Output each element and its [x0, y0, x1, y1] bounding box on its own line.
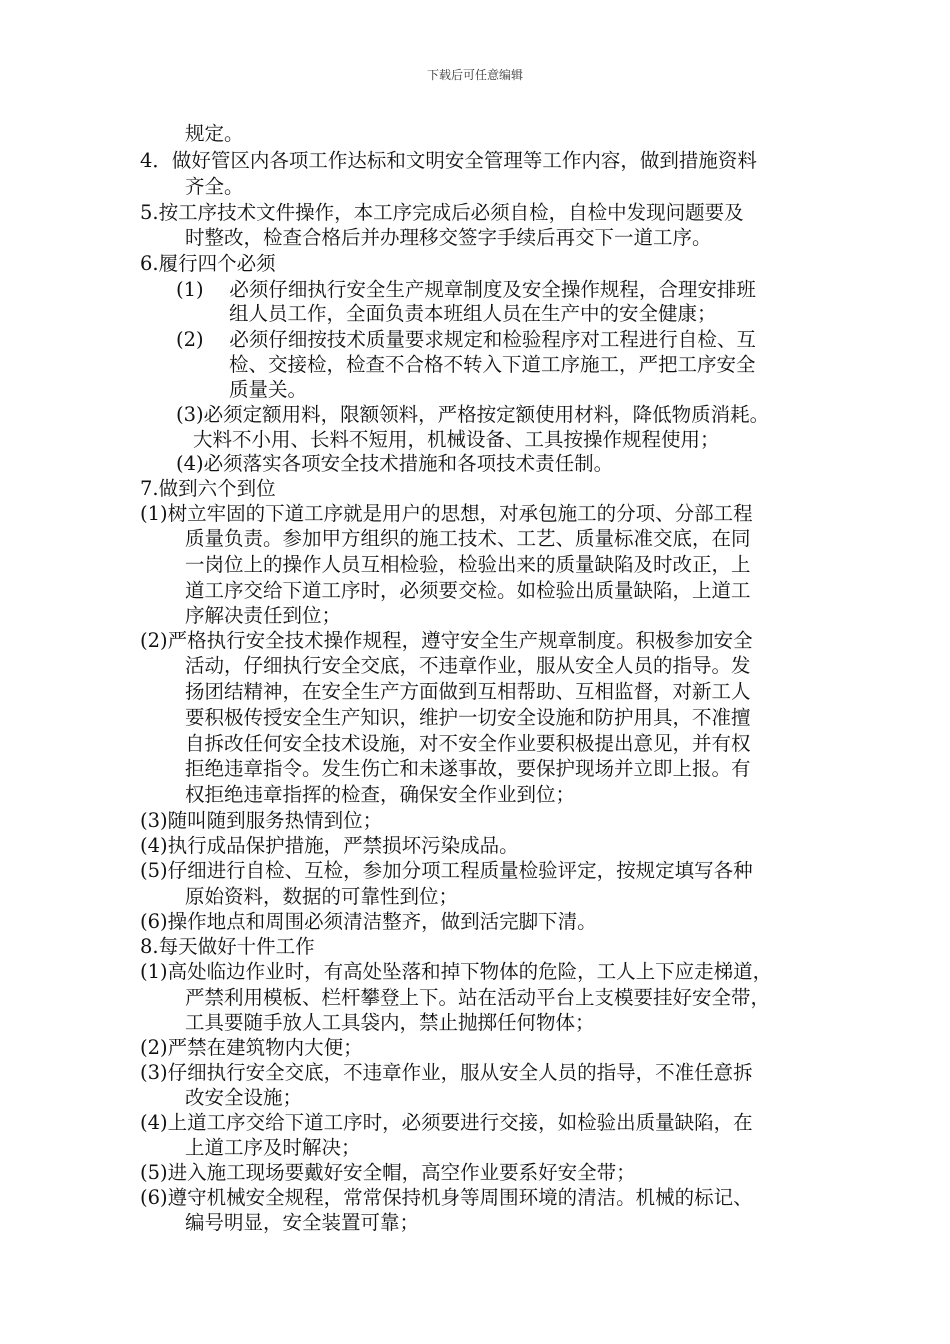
text-line: 改安全设施； [185, 1086, 303, 1109]
page-header: 下载后可任意编辑 [426, 68, 523, 82]
text-line: 5.按工序技术文件操作，本工序完成后必须自检，自检中发现问题要及 [140, 201, 744, 224]
text-line: (2) 必须仔细按技术质量要求规定和检验程序对工程进行自检、互 [176, 328, 756, 351]
text-line: 时整改，检查合格后并办理移交签字手续后再交下一道工序。 [185, 226, 712, 249]
text-line: 活动，仔细执行安全交底，不违章作业，服从安全人员的指导。发 [185, 654, 751, 677]
text-line: 编号明显，安全装置可靠； [185, 1211, 420, 1234]
text-line: 一岗位上的操作人员互相检验，检验出来的质量缺陷及时改正，上 [185, 553, 751, 576]
text-line: 上道工序及时解决； [185, 1136, 361, 1159]
text-line: (3)仔细执行安全交底，不违章作业，服从安全人员的指导，不准任意拆 [140, 1061, 753, 1084]
text-line: 拒绝违章指令。发生伤亡和未遂事故，要保护现场并立即上报。有 [185, 757, 751, 780]
text-line: (5)进入施工现场要戴好安全帽，高空作业要系好安全带； [140, 1161, 636, 1184]
text-line: (2)严禁在建筑物内大便； [140, 1036, 363, 1059]
text-line: 原始资料，数据的可靠性到位； [185, 885, 459, 908]
text-line: 严禁利用模板、栏杆攀登上下。站在活动平台上支模要挂好安全带， [185, 986, 771, 1009]
text-line: 7.做到六个到位 [140, 477, 276, 500]
text-line: (5)仔细进行自检、互检，参加分项工程质量检验评定，按规定填写各种 [140, 859, 753, 882]
text-line: 4．做好管区内各项工作达标和文明安全管理等工作内容，做到措施资料 [140, 149, 757, 172]
text-line: 权拒绝违章指挥的检查，确保安全作业到位； [185, 783, 576, 806]
text-line: (1) 必须仔细执行安全生产规章制度及安全操作规程，合理安排班 [176, 278, 756, 301]
text-line: 要积极传授安全生产知识，维护一切安全设施和防护用具，不准擅 [185, 706, 751, 729]
text-line: (1)树立牢固的下道工序就是用户的思想，对承包施工的分项、分部工程 [140, 502, 753, 525]
text-line: (2)严格执行安全技术操作规程，遵守安全生产规章制度。积极参加安全 [140, 629, 753, 652]
text-line: (3)随叫随到服务热情到位； [140, 809, 383, 832]
text-line: 质量关。 [229, 378, 308, 401]
text-line: (4)上道工序交给下道工序时，必须要进行交接，如检验出质量缺陷，在 [140, 1111, 753, 1134]
text-line: 质量负责。参加甲方组织的施工技术、工艺、质量标准交底，在同 [185, 527, 751, 550]
text-line: (6)操作地点和周围必须清洁整齐，做到活完脚下清。 [140, 910, 597, 933]
text-line: 序解决责任到位； [185, 604, 342, 627]
text-line: 规定。 [185, 122, 244, 145]
text-line: 大料不小用、长料不短用，机械设备、工具按操作规程使用； [193, 428, 720, 451]
text-line: 道工序交给下道工序时，必须要交检。如检验出质量缺陷，上道工 [185, 579, 751, 602]
text-line: 扬团结精神，在安全生产方面做到互相帮助、互相监督，对新工人 [185, 680, 751, 703]
text-line: (4)执行成品保护措施，严禁损坏污染成品。 [140, 834, 519, 857]
text-line: 工具要随手放人工具袋内，禁止抛掷任何物体； [185, 1011, 595, 1034]
text-line: 6.履行四个必须 [140, 252, 276, 275]
text-line: (6)遵守机械安全规程，常常保持机身等周围环境的清洁。机械的标记、 [140, 1186, 753, 1209]
text-line: (1)高处临边作业时，有高处坠落和掉下物体的危险，工人上下应走梯道， [140, 960, 773, 983]
text-line: 检、交接检，检查不合格不转入下道工序施工，严把工序安全 [229, 353, 756, 376]
text-line: 组人员工作，全面负责本班组人员在生产中的安全健康； [229, 302, 717, 325]
text-line: 齐全。 [185, 175, 244, 198]
text-line: 自拆改任何安全技术设施，对不安全作业要积极提出意见，并有权 [185, 732, 751, 755]
text-line: (4)必须落实各项安全技术措施和各项技术责任制。 [176, 452, 614, 475]
text-line: (3)必须定额用料，限额领料，严格按定额使用材料，降低物质消耗。 [176, 403, 770, 426]
text-line: 8.每天做好十件工作 [140, 935, 315, 958]
